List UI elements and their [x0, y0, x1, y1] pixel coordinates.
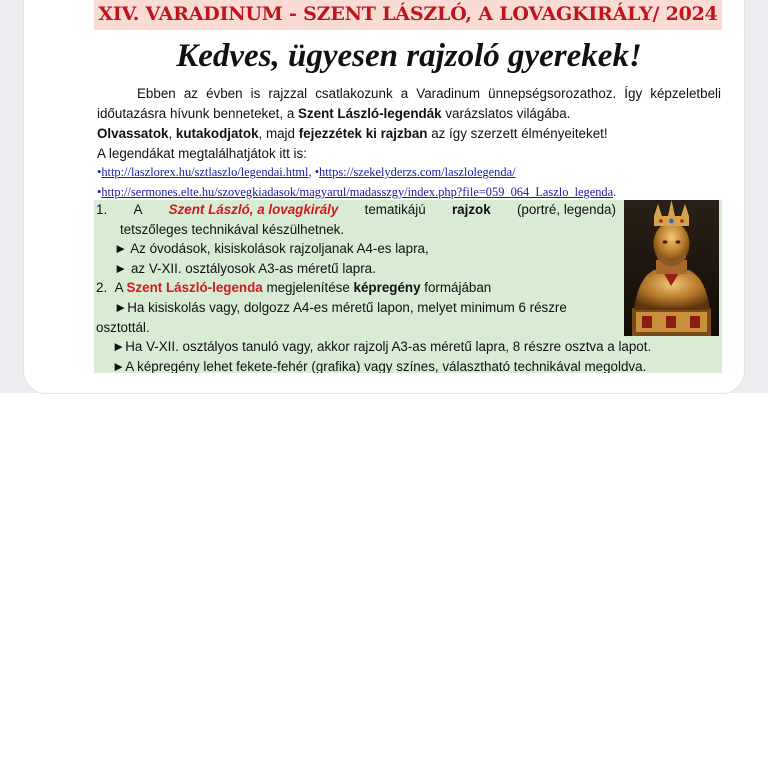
intro-text-part: Ebben az évben is rajzzal csatlakozunk a Varadinum ünnepségsorozathoz. Így képzeletbeli időutazásra hívunk benneteket, a: [97, 86, 721, 121]
intro-text-part: varázslatos világába.: [441, 106, 571, 121]
item1-continuation: tetszőleges technikával készülhetnek.: [120, 221, 345, 237]
cta-sep: , majd: [258, 126, 299, 141]
item1-c: tematikájú: [364, 202, 426, 217]
cta-read: Olvassatok: [97, 126, 169, 141]
bullet-icon: •: [314, 165, 320, 179]
item1-sub-1: ► Az óvodások, kisiskolások rajzoljanak A4-es lapra,: [114, 241, 429, 257]
intro-legend-name: Szent László-legendák: [298, 106, 442, 121]
item1-line: [96, 200, 616, 220]
item2-sub-1: ►Ha kisiskolás vagy, dolgozz A4-es méretű lapon, melyet minimum 6 részre: [114, 299, 567, 315]
cta-research: kutakodjatok: [175, 126, 259, 141]
cta-draw: fejezzétek ki rajzban: [298, 126, 428, 141]
link-tail: .: [613, 185, 617, 199]
bullet-icon: •: [97, 165, 102, 179]
item1-a: A: [133, 202, 143, 217]
intro-paragraph: [97, 84, 721, 124]
link-laszlorex[interactable]: http://laszlorex.hu/sztlaszlo/legendai.html: [101, 165, 309, 179]
poster: [94, 0, 724, 373]
item2-number: 2.: [96, 280, 108, 296]
item2-sub-2: ►Ha V-XII. osztályos tanuló vagy, akkor rajzolj A3-as méretű lapra, 8 részre osztva a lapot.: [112, 339, 652, 355]
intro-links-lead: A legendákat megtalálhatjátok itt is:: [97, 146, 307, 161]
bullet-icon: •: [97, 185, 102, 199]
headline: Kedves, ügyesen rajzoló gyerekek!: [176, 38, 642, 74]
cta-rest: az így szerzett élményeiteket!: [427, 126, 608, 141]
poster-title: XIV. VARADINUM - SZENT LÁSZLÓ, A LOVAGKIRÁLY/ 2024: [94, 0, 722, 30]
item1-theme: Szent László, a lovagkirály: [168, 202, 339, 217]
item1-number: 1.: [96, 202, 108, 217]
links-row-1: [97, 162, 724, 182]
cta-sep: ,: [168, 126, 176, 141]
item2-comic: képregény: [353, 280, 421, 296]
link-szekelyderzs[interactable]: https://szekelyderzs.com/laszlolegenda/: [319, 165, 516, 179]
reliquary-bust-drawing: [624, 200, 719, 336]
link-separator: ,: [308, 165, 315, 179]
legend-links: [97, 162, 724, 202]
item2-sub-3: ►A képregény lehet fekete-fehér (grafika) vagy színes, választható technikával megoldva.: [112, 358, 647, 373]
item2-e: formájában: [420, 280, 492, 296]
item2-c: megjelenítése: [262, 280, 354, 296]
reliquary-bust-image: [624, 200, 719, 336]
instructions-list: [96, 200, 716, 373]
item2-legend: Szent László-legenda: [126, 280, 263, 296]
intro-call-to-action: [97, 124, 721, 144]
item2-a: A: [114, 280, 127, 296]
item1-e: (portré, legenda): [516, 202, 616, 217]
item1-sub-2: ► az V-XII. osztályosok A3-as méretű lapra.: [114, 260, 376, 276]
item2-sub-1-cont: osztottál.: [96, 319, 150, 335]
item2-line: [96, 278, 716, 298]
poster-card: [24, 0, 744, 393]
link-sermones[interactable]: http://sermones.elte.hu/szovegkiadasok/magyarul/madasszgy/index.php?file=059_064_Laszlo_legenda: [101, 185, 614, 199]
links-row-2: [97, 182, 724, 202]
intro-text: [97, 84, 721, 164]
item1-drawings: rajzok: [451, 202, 491, 217]
